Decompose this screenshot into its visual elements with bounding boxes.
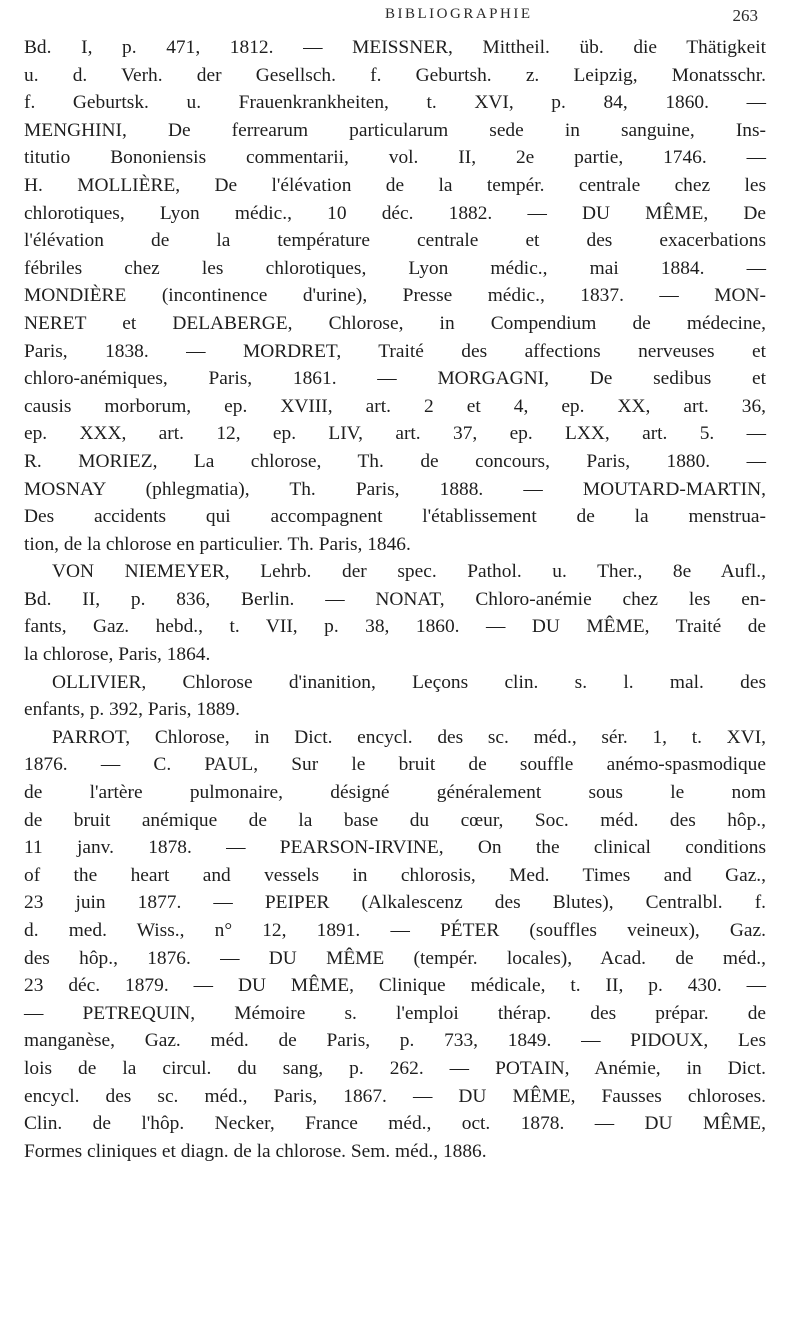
text-line: ep. XXX, art. 12, ep. LIV, art. 37, ep. LXX, art. 5. — — [24, 423, 766, 445]
text-line: MONDIÈRE (incontinence d'urine), Presse médic., 1837. — MON- — [24, 285, 766, 307]
text-line: chlorotiques, Lyon médic., 10 déc. 1882. — DU MÊME, De — [24, 202, 766, 224]
bibliography-text — [24, 34, 766, 1165]
text-line: de l'artère pulmonaire, désigné généralement sous le nom — [24, 782, 766, 804]
text-line: MOSNAY (phlegmatia), Th. Paris, 1888. — MOUTARD-MARTIN, — [24, 478, 766, 500]
page-number: 263 — [732, 6, 758, 25]
text-line: causis morborum, ep. XVIII, art. 2 et 4, ep. XX, art. 36, — [24, 395, 766, 417]
text-line: chloro-anémiques, Paris, 1861. — MORGAGNI, De sedibus et — [24, 368, 766, 390]
text-line: VON NIEMEYER, Lehrb. der spec. Pathol. u. Ther., 8e Aufl., — [52, 561, 766, 583]
text-line: fants, Gaz. hebd., t. VII, p. 38, 1860. — DU MÊME, Traité de — [24, 616, 766, 638]
text-line: Paris, 1838. — MORDRET, Traité des affections nerveuses et — [24, 340, 766, 362]
text-line: d. med. Wiss., n° 12, 1891. — PÉTER (souffles veineux), Gaz. — [24, 920, 766, 941]
text-line: — PETREQUIN, Mémoire s. l'emploi thérap. des prépar. de — [24, 1002, 766, 1024]
text-line: enfants, p. 392, Paris, 1889. — [24, 699, 240, 721]
text-line: 11 janv. 1878. — PEARSON-IRVINE, On the clinical conditions — [24, 837, 766, 859]
text-line: l'élévation de la température centrale et des exacerbations — [24, 230, 766, 252]
text-line: la chlorose, Paris, 1864. — [24, 644, 211, 666]
running-header — [0, 6, 800, 30]
text-line: Bd. I, p. 471, 1812. — MEISSNER, Mittheil. üb. die Thätigkeit — [24, 37, 766, 58]
text-line: 23 juin 1877. — PEIPER (Alkalescenz des Blutes), Centralbl. f. — [24, 892, 766, 914]
text-line: u. d. Verh. der Gesellsch. f. Geburtsh. z. Leipzig, Monatsschr. — [24, 64, 766, 86]
text-line: tion, de la chlorose en particulier. Th. Paris, 1846. — [24, 533, 411, 555]
text-line: de bruit anémique de la base du cœur, Soc. méd. des hôp., — [24, 809, 766, 831]
text-line: f. Geburtsk. u. Frauenkrankheiten, t. XVI, p. 84, 1860. — — [24, 92, 766, 114]
text-line: R. MORIEZ, La chlorose, Th. de concours, Paris, 1880. — — [24, 450, 766, 472]
text-line: 23 déc. 1879. — DU MÊME, Clinique médicale, t. II, p. 430. — — [24, 975, 766, 997]
text-line: des hôp., 1876. — DU MÊME (tempér. locales), Acad. de méd., — [24, 947, 766, 969]
text-line: Clin. de l'hôp. Necker, France méd., oct. 1878. — DU MÊME, — [24, 1113, 766, 1135]
text-line: OLLIVIER, Chlorose d'inanition, Leçons clin. s. l. mal. des — [52, 671, 766, 693]
text-line: Bd. II, p. 836, Berlin. — NONAT, Chloro-anémie chez les en- — [24, 588, 766, 610]
text-line: NERET et DELABERGE, Chlorose, in Compendium de médecine, — [24, 312, 766, 334]
text-line: titutio Bononiensis commentarii, vol. II, 2e partie, 1746. — — [24, 147, 766, 169]
text-line: PARROT, Chlorose, in Dict. encycl. des sc. méd., sér. 1, t. XVI, — [52, 726, 766, 748]
text-line: H. MOLLIÈRE, De l'élévation de la tempér. centrale chez les — [24, 174, 766, 196]
text-line: encycl. des sc. méd., Paris, 1867. — DU MÊME, Fausses chloroses. — [24, 1085, 766, 1107]
text-line: 1876. — C. PAUL, Sur le bruit de souffle anémo-spasmodique — [24, 754, 766, 776]
text-line: manganèse, Gaz. méd. de Paris, p. 733, 1849. — PIDOUX, Les — [24, 1030, 766, 1052]
running-title: BIBLIOGRAPHIE — [385, 6, 533, 22]
text-line: of the heart and vessels in chlorosis, Med. Times and Gaz., — [24, 864, 766, 886]
text-line: Des accidents qui accompagnent l'établissement de la menstrua- — [24, 506, 766, 528]
text-line: Formes cliniques et diagn. de la chlorose. Sem. méd., 1886. — [24, 1140, 487, 1162]
text-line: MENGHINI, De ferrearum particularum sede in sanguine, Ins- — [24, 119, 766, 141]
text-line: fébriles chez les chlorotiques, Lyon médic., mai 1884. — — [24, 257, 766, 279]
text-line: lois de la circul. du sang, p. 262. — POTAIN, Anémie, in Dict. — [24, 1057, 766, 1079]
